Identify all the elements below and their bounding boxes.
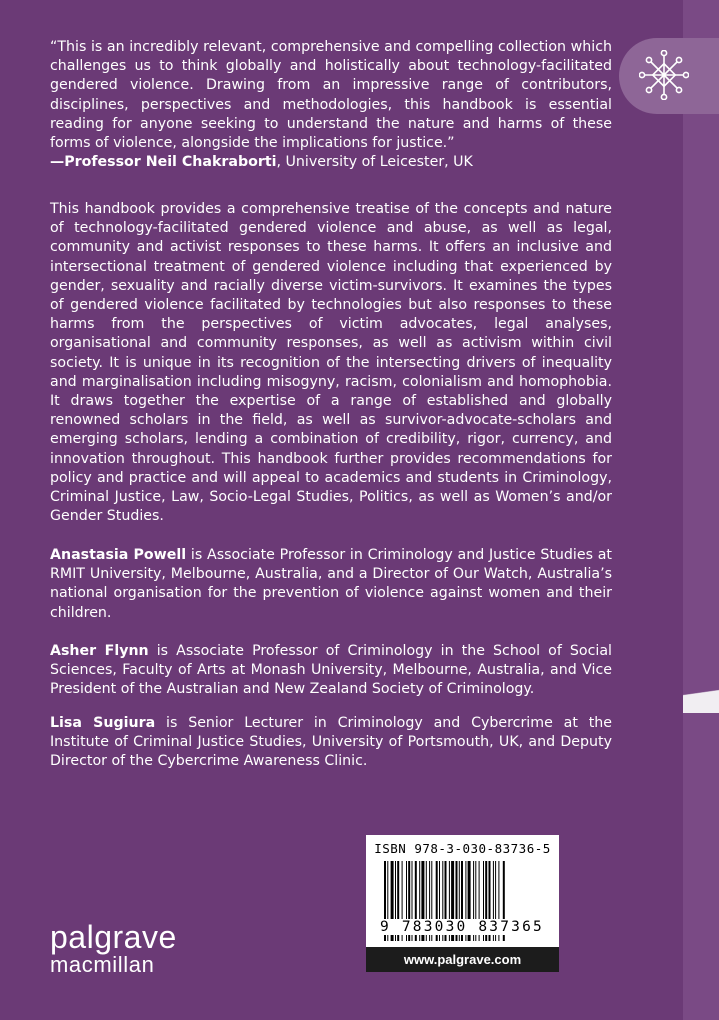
quote-attribution-affiliation: , University of Leicester, UK xyxy=(276,154,473,171)
publisher-logo xyxy=(50,919,177,978)
author-bio xyxy=(50,642,612,700)
palgrave-network-icon xyxy=(639,50,689,100)
publisher-website[interactable]: www.palgrave.com xyxy=(366,947,559,972)
endorsement-quote xyxy=(50,38,612,172)
author-bio xyxy=(50,714,612,772)
publisher-line2: macmillan xyxy=(50,952,155,977)
author-bio-text: is Associate Professor in Criminology and Justice Studies at RMIT University, Melbourne, Australia, and a Director of Our Watch, Australia’s national organisation for the prevention of violence against women and their children. xyxy=(50,547,612,621)
edge-cut xyxy=(683,673,719,713)
author-bio xyxy=(50,546,612,623)
isbn-label: ISBN 978-3-030-83736-5 xyxy=(374,841,551,856)
barcode-digits: 9 783030 837365 xyxy=(380,919,548,935)
author-bio-text: is Senior Lecturer in Criminology and Cybercrime at the Institute of Criminal Justice Studies, University of Portsmouth, UK, and Deputy Director of the Cybercrime Awareness Clinic. xyxy=(50,715,612,770)
author-bio-text: is Associate Professor of Criminology in the School of Social Sciences, Faculty of Arts at Monash University, Melbourne, Australia, and Vice President of the Australian and New Zealand Society of Criminology. xyxy=(50,643,612,698)
series-logo-badge xyxy=(619,38,719,114)
quote-text: “This is an incredibly relevant, comprehensive and compelling collection which challenges us to think globally and holistically about technology-facilitated gendered violence. Drawing from an impressive range of contributors, disciplines, perspectives and methodologies, this handbook is essential reading for anyone seeking to understand the nature and harms of these forms of violence, alongside the implications for justice.” xyxy=(50,39,612,152)
spine-strip xyxy=(683,0,719,1020)
author-name: Anastasia Powell xyxy=(50,547,187,563)
publisher-line1: palgrave xyxy=(50,919,177,955)
book-description: This handbook provides a comprehensive treatise of the concepts and nature of technology-facilitated gendered violence and abuse, as well as legal, community and activist responses to these harms. It offers an inclusive and intersectional treatment of gendered violence including that experienced by gender, sexuality and racially diverse victim-survivors. It examines the types of gendered violence facilitated by technologies but also responses to these harms from the perspectives of victim advocates, legal analyses, organisational and community responses, as well as activism within civil society. It is unique in its recognition of the intersecting drivers of inequality and marginalisation including misogyny, racism, colonialism and homophobia. It draws together the expertise of a range of established and globally renowned scholars in the field, as well as survivor-advocate-scholars and emerging scholars, lending a combination of credibility, rigor, currency, and innovation throughout. This handbook further provides recommendations for policy and practice and will appeal to academics and students in Criminology, Criminal Justice, Law, Socio-Legal Studies, Politics, as well as Women’s and/or Gender Studies. xyxy=(50,201,612,525)
author-name: Lisa Sugiura xyxy=(50,715,156,731)
barcode-panel xyxy=(366,835,559,972)
quote-attribution-name: —Professor Neil Chakraborti xyxy=(50,154,277,171)
author-name: Asher Flynn xyxy=(50,643,149,659)
